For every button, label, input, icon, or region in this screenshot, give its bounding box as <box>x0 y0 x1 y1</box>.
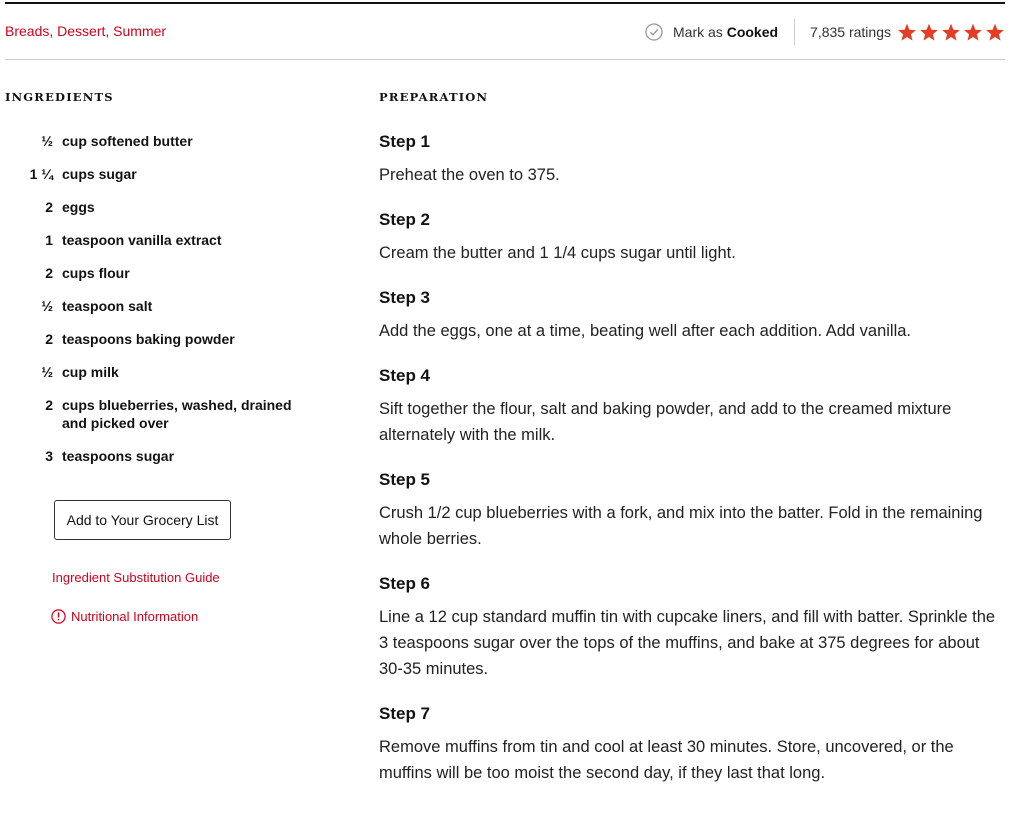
step-title: Step 2 <box>379 210 431 229</box>
step-text: Cream the butter and 1 1/4 cups sugar until light. <box>379 244 736 262</box>
tag-separator: , <box>105 23 114 39</box>
mark-as-cooked-label: Mark as Cooked <box>673 24 779 40</box>
step-item <box>379 702 999 786</box>
nutritional-information-label: Nutritional Information <box>71 609 199 624</box>
ingredient-item <box>0 396 330 432</box>
ingredient-name: teaspoons baking powder <box>62 331 235 347</box>
step-text: Remove muffins from tin and cool at least 30 minutes. Store, uncovered, or the muffins will be too moist the second day, if they last that long. <box>379 738 954 782</box>
ingredient-quantity: 3 <box>45 448 53 464</box>
ingredient-quantity: 2 <box>45 331 53 347</box>
star-rating[interactable] <box>897 23 1005 42</box>
step-item <box>379 286 999 344</box>
tag-dessert[interactable]: Dessert <box>57 23 106 39</box>
ingredient-name: teaspoons sugar <box>62 448 175 464</box>
ingredients-heading: INGREDIENTS <box>5 90 114 104</box>
ingredient-name: eggs <box>62 199 95 215</box>
star-icon <box>963 23 983 42</box>
step-title: Step 6 <box>379 574 431 593</box>
ingredient-name: teaspoon salt <box>62 298 153 314</box>
add-to-grocery-list-button[interactable]: Add to Your Grocery List <box>54 500 231 540</box>
step-item <box>379 468 999 552</box>
ingredient-item <box>0 363 330 381</box>
ingredient-quantity: 2 <box>45 397 53 413</box>
star-icon <box>985 23 1005 42</box>
ingredient-quantity: ½ <box>41 298 53 314</box>
step-text: Line a 12 cup standard muffin tin with cupcake liners, and fill with batter. Sprinkle the 3 teaspoons sugar over the tops of the muffins, and bake at 375 degrees for about 30-35 minutes. <box>379 608 996 678</box>
tag-breads[interactable]: Breads <box>5 23 50 39</box>
ingredient-quantity: ½ <box>41 133 53 149</box>
step-text: Crush 1/2 cup blueberries with a fork, and mix into the batter. Fold in the remaining whole berries. <box>379 504 983 548</box>
step-title: Step 3 <box>379 288 431 307</box>
ingredient-item <box>0 447 330 465</box>
step-item <box>379 208 999 266</box>
ingredient-item <box>0 330 330 348</box>
tag-summer[interactable]: Summer <box>113 23 167 39</box>
ingredient-name: cups sugar <box>62 166 137 182</box>
ingredients-list <box>0 132 330 480</box>
step-title: Step 7 <box>379 704 431 723</box>
recipe-tags <box>5 23 166 39</box>
step-item <box>379 364 999 448</box>
step-title: Step 5 <box>379 470 431 489</box>
ingredient-name: cups flour <box>62 265 130 281</box>
ingredient-name: cup softened butter <box>62 133 193 149</box>
preparation-steps <box>379 130 999 806</box>
preparation-heading: PREPARATION <box>379 90 489 104</box>
star-icon <box>919 23 939 42</box>
ingredient-quantity: 1 ¼ <box>29 166 53 182</box>
ingredient-name: cups blueberries, washed, drained and picked over <box>62 397 292 431</box>
ingredient-name: teaspoon vanilla extract <box>62 232 222 248</box>
nutritional-information-link[interactable] <box>51 609 198 624</box>
ingredient-item <box>0 132 330 150</box>
ingredient-quantity: 2 <box>45 265 53 281</box>
star-icon <box>897 23 917 42</box>
check-circle-icon <box>645 23 663 41</box>
ingredient-item <box>0 198 330 216</box>
ingredient-substitution-link[interactable]: Ingredient Substitution Guide <box>52 570 220 585</box>
step-title: Step 4 <box>379 366 431 385</box>
tag-separator: , <box>49 23 58 39</box>
top-rule <box>5 2 1005 4</box>
ingredient-item <box>0 297 330 315</box>
header-divider <box>794 19 795 45</box>
mark-as-cooked-button[interactable] <box>645 23 778 41</box>
ingredient-quantity: ½ <box>41 364 53 380</box>
ingredient-item <box>0 264 330 282</box>
step-item <box>379 572 999 682</box>
step-item <box>379 130 999 188</box>
header-rule <box>5 59 1005 60</box>
ratings-count[interactable]: 7,835 ratings <box>810 24 891 40</box>
recipe-actions <box>645 20 1005 44</box>
ingredient-item <box>0 231 330 249</box>
ingredient-quantity: 1 <box>45 232 53 248</box>
ingredient-quantity: 2 <box>45 199 53 215</box>
info-icon <box>51 609 66 624</box>
star-icon <box>941 23 961 42</box>
step-text: Sift together the flour, salt and baking powder, and add to the creamed mixture alternately with the milk. <box>379 400 952 444</box>
step-title: Step 1 <box>379 132 431 151</box>
step-text: Preheat the oven to 375. <box>379 166 560 184</box>
ingredient-item <box>0 165 330 183</box>
ingredient-name: cup milk <box>62 364 119 380</box>
step-text: Add the eggs, one at a time, beating well after each addition. Add vanilla. <box>379 322 912 340</box>
